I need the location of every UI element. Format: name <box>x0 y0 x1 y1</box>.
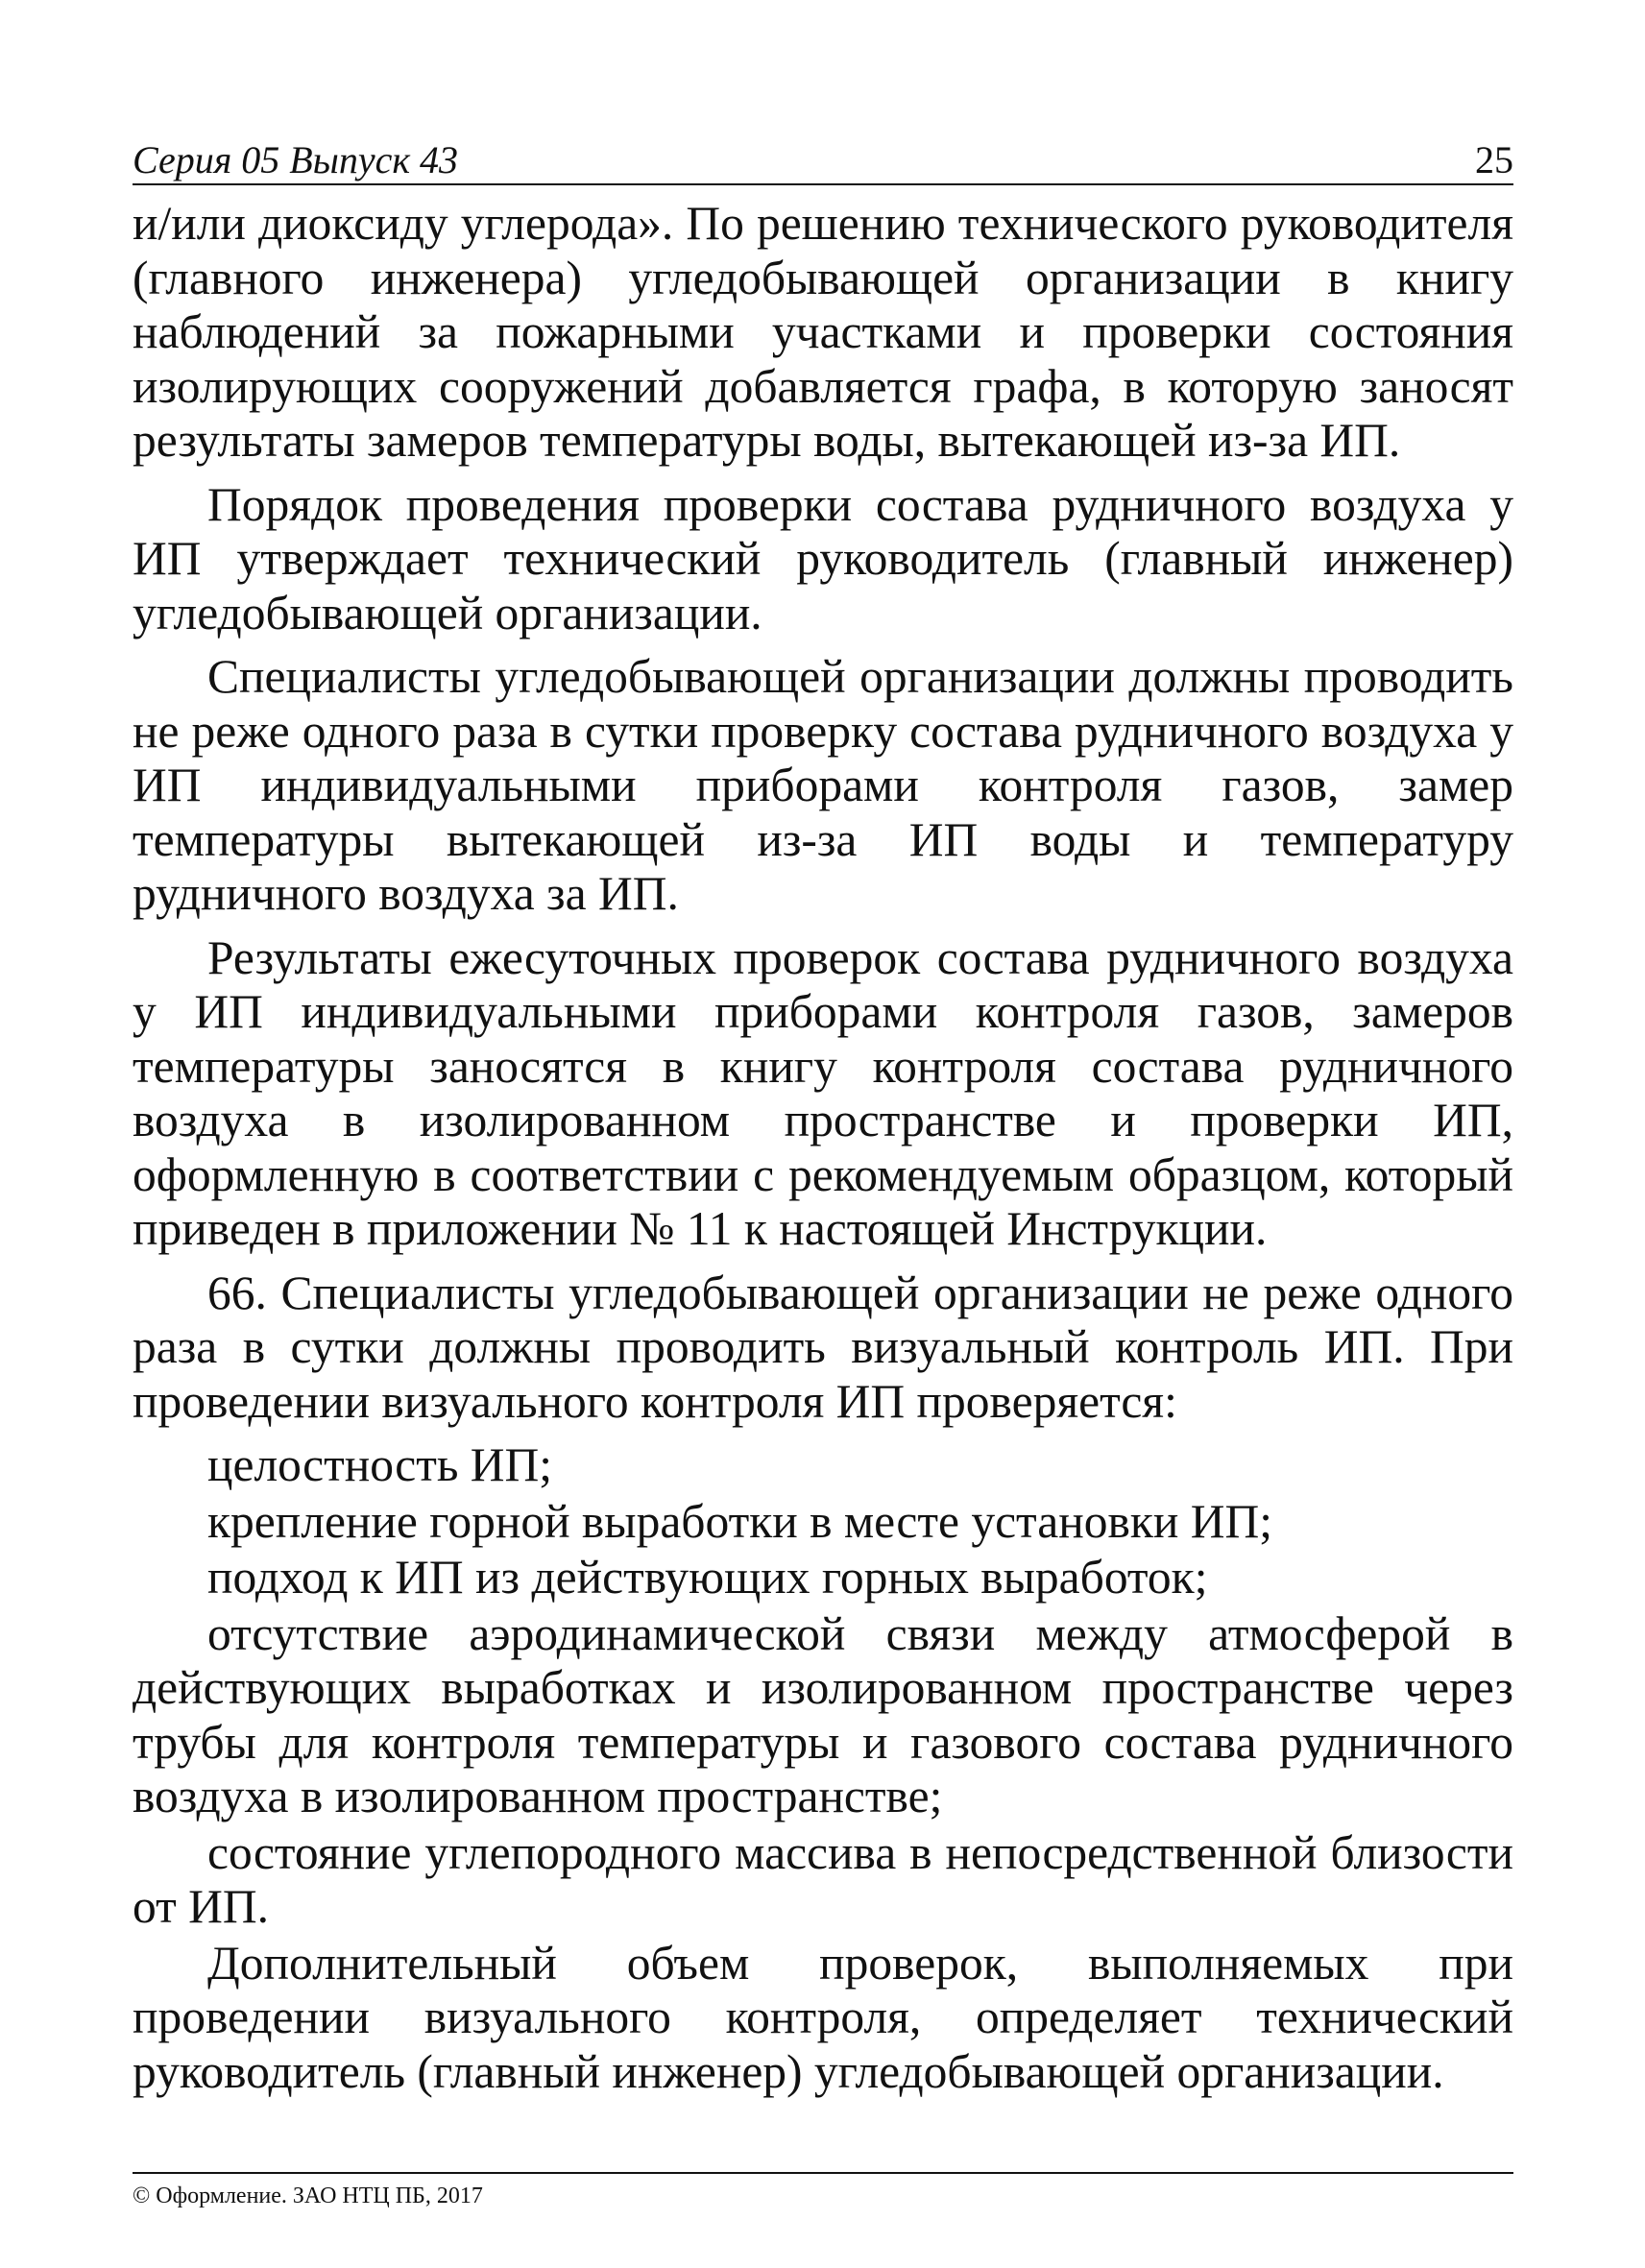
paragraph-continuation: и/или диоксиду углерода». По решению технического руководителя (главного инженера) угледобывающей организации в книгу наблюдений за пожарными участками и проверки состояния изолирующих сооружений добавляется графа, в которую заносят результаты замеров температуры воды, вытекающей из-за ИП. <box>133 197 1513 467</box>
paragraph-66: 66. Специалисты угледобывающей организации не реже одного раза в сутки должны проводить визуальный контроль ИП. При проведении визуального контроля ИП проверяется: <box>133 1266 1513 1428</box>
paragraph-results: Результаты ежесуточных проверок состава рудничного воздуха у ИП индивидуальными приборами контроля газов, замеров температуры заносятся в книгу контроля состава рудничного воздуха в изолированном пространстве и проверки ИП, оформленную в соответствии с рекомендуемым образцом, который приведен в приложении № 11 к настоящей Инструкции. <box>133 930 1513 1255</box>
list-item-support: крепление горной выработки в месте установки ИП; <box>207 1494 1273 1548</box>
list-item-approach: подход к ИП из действующих горных выработок; <box>207 1551 1208 1604</box>
paragraph-check-procedure: Порядок проведения проверки состава рудничного воздуха у ИП утверждает технический руководитель (главный инженер) угледобывающей организации. <box>133 477 1513 639</box>
page-footer <box>133 2172 1513 2210</box>
list-item-integrity: целостность ИП; <box>207 1438 553 1491</box>
page-header <box>133 130 1513 185</box>
paragraph-daily-check: Специалисты угледобывающей организации должны проводить не реже одного раза в сутки проверку состава рудничного воздуха у ИП индивидуальными приборами контроля газов, замер температуры вытекающей из-за ИП воды и температуру рудничного воздуха за ИП. <box>133 650 1513 920</box>
series-title: Серия 05 Выпуск 43 <box>133 138 459 181</box>
copyright-text: © Оформление. ЗАО НТЦ ПБ, 2017 <box>133 2184 483 2208</box>
page-number: 25 <box>1475 138 1513 181</box>
paragraph-additional: Дополнительный объем проверок, выполняемых при проведении визуального контроля, определяет технический руководитель (главный инженер) угледобывающей организации. <box>133 1936 1513 2098</box>
main-text <box>133 197 1513 2109</box>
list-item-aerodynamic: отсутствие аэродинамической связи между атмосферой в действующих выработках и изолированном пространстве через трубы для контроля температуры и газового состава рудничного воздуха в изолированном пространстве; <box>133 1606 1513 1822</box>
list-item-rock-mass: состояние углепородного массива в непосредственной близости от ИП. <box>133 1825 1513 1933</box>
